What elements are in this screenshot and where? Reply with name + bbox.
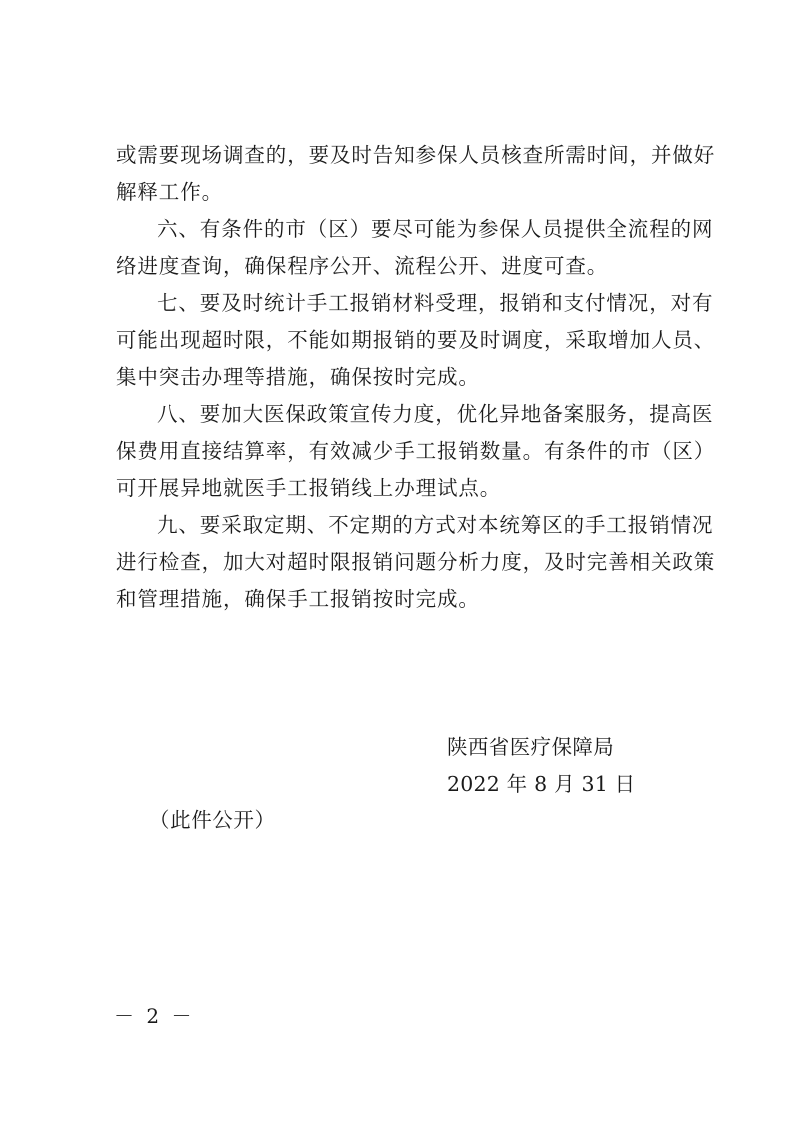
- page-number: － 2 －: [114, 1004, 195, 1028]
- paragraph-6-line-2: 络进度查询，确保程序公开、流程公开、进度可查。: [116, 254, 609, 278]
- paragraph-8-line-1: 八、要加大医保政策宣传力度，优化异地备案服务，提高医: [157, 402, 714, 426]
- disclosure-note: （此件公开）: [149, 808, 276, 832]
- paragraph-5-line-1: 或需要现场调查的，要及时告知参保人员核查所需时间，并做好: [116, 143, 716, 167]
- paragraph-7-line-2: 可能出现超时限，不能如期报销的要及时调度，采取增加人员、: [116, 328, 716, 352]
- paragraph-9-line-3: 和管理措施，确保手工报销按时完成。: [116, 587, 480, 611]
- paragraph-7-line-1: 七、要及时统计手工报销材料受理，报销和支付情况，对有: [157, 291, 714, 315]
- signature-date: 2022 年 8 月 31 日: [447, 772, 636, 796]
- paragraph-9-line-1: 九、要采取定期、不定期的方式对本统筹区的手工报销情况: [157, 513, 714, 537]
- paragraph-8-line-2: 保费用直接结算率，有效减少手工报销数量。有条件的市（区）: [116, 439, 716, 463]
- paragraph-5-line-2: 解释工作。: [116, 180, 223, 204]
- paragraph-6-line-1: 六、有条件的市（区）要尽可能为参保人员提供全流程的网: [157, 217, 714, 241]
- paragraph-8-line-3: 可开展异地就医手工报销线上办理试点。: [116, 476, 502, 500]
- signature-organization: 陕西省医疗保障局: [447, 735, 615, 759]
- paragraph-9-line-2: 进行检查，加大对超时限报销问题分析力度，及时完善相关政策: [116, 550, 716, 574]
- paragraph-7-line-3: 集中突击办理等措施，确保按时完成。: [116, 365, 480, 389]
